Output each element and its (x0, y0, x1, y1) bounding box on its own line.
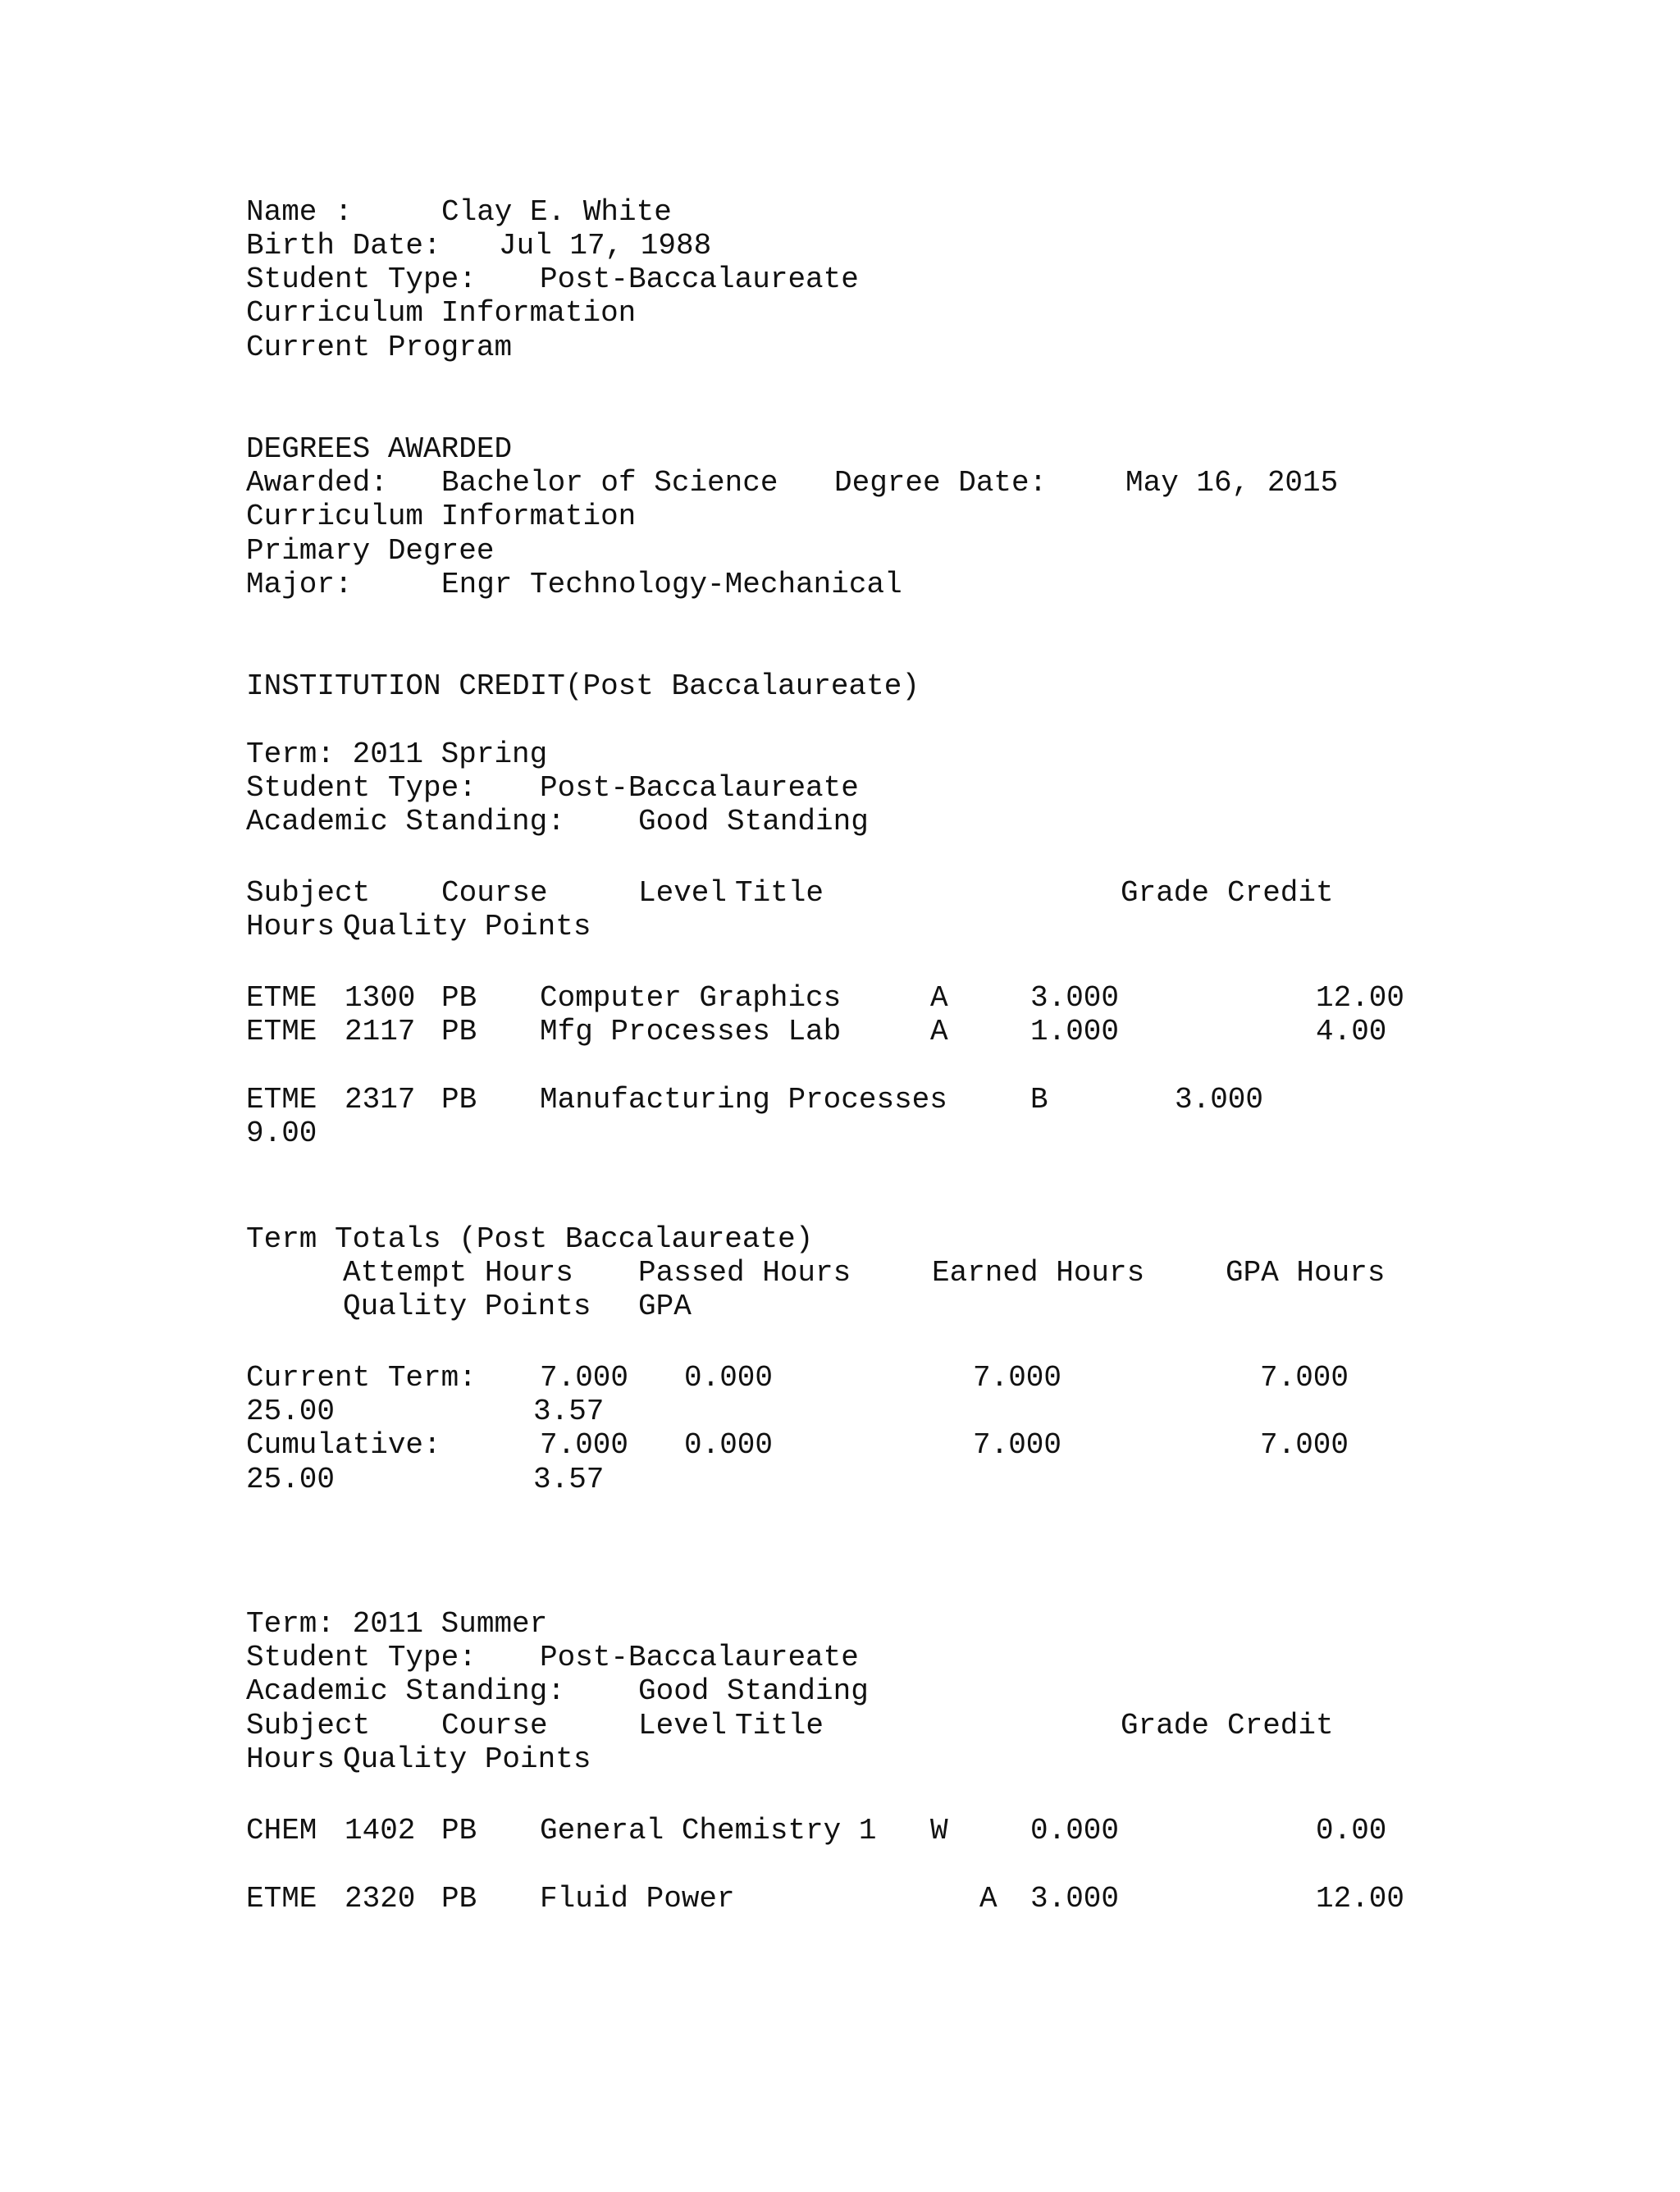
name-row (246, 195, 672, 230)
course-grade: B (1030, 1083, 1048, 1117)
term1-column-headers-2 (246, 910, 591, 944)
course-quality-points: 4.00 (1316, 1015, 1387, 1048)
course-credit: 0.000 (1030, 1814, 1120, 1847)
course-grade: W (930, 1814, 948, 1847)
awarded-row (246, 466, 1339, 500)
col-earned-hours: Earned Hours (932, 1256, 1145, 1290)
degree-date-value: May 16, 2015 (1125, 466, 1339, 500)
course-number: 2320 (345, 1882, 416, 1916)
term1-student-type-label: Student Type: (246, 771, 477, 805)
current-term-row (246, 1361, 1349, 1395)
major-value: Engr Technology-Mechanical (441, 568, 902, 601)
primary-degree: Primary Degree (246, 534, 495, 568)
student-type-label: Student Type: (246, 263, 477, 296)
table-row (246, 1814, 1387, 1848)
term-totals-heading: Term Totals (Post Baccalaureate) (246, 1222, 814, 1256)
col-course: Course (441, 876, 548, 910)
term2-student-type-value: Post-Baccalaureate (540, 1641, 859, 1674)
course-title: Fluid Power (540, 1882, 735, 1916)
cumulative-passed-hours: 0.000 (684, 1428, 774, 1462)
col-course: Course (441, 1709, 548, 1742)
birth-date-row (246, 229, 712, 263)
term-spring-2011: Term: 2011 Spring (246, 738, 548, 771)
current-term-label: Current Term: (246, 1361, 477, 1395)
course-title: Mfg Processes Lab (540, 1015, 842, 1048)
col-hours: Hours (246, 1742, 336, 1776)
term2-student-type-label: Student Type: (246, 1641, 477, 1674)
course-number: 1300 (345, 981, 416, 1015)
col-credit: Credit (1227, 876, 1334, 910)
course-quality-points: 0.00 (1316, 1814, 1387, 1847)
course-subject: CHEM (246, 1814, 317, 1847)
col-subject: Subject (246, 876, 371, 910)
course-credit: 3.000 (1030, 981, 1120, 1015)
term1-student-type-value: Post-Baccalaureate (540, 771, 859, 805)
col-subject: Subject (246, 1709, 371, 1742)
course-grade: A (930, 981, 948, 1015)
col-title: Title (735, 876, 824, 910)
term2-standing-label: Academic Standing: (246, 1674, 565, 1708)
course-subject: ETME (246, 1015, 317, 1048)
awarded-value: Bachelor of Science (441, 466, 778, 500)
table-row (246, 981, 1405, 1016)
course-subject: ETME (246, 1882, 317, 1916)
col-attempt-hours: Attempt Hours (343, 1256, 573, 1290)
course-number: 1402 (345, 1814, 416, 1847)
cumulative-gpa-hours: 7.000 (1260, 1428, 1349, 1462)
term2-column-headers (246, 1709, 1334, 1743)
degree-date-label: Degree Date: (834, 466, 1048, 500)
course-grade: A (930, 1015, 948, 1048)
student-type-row (246, 263, 859, 297)
term2-student-type-row (246, 1641, 859, 1675)
course-level: PB (441, 981, 477, 1015)
current-passed-hours: 0.000 (684, 1361, 774, 1395)
term1-standing-row (246, 805, 869, 839)
course-subject: ETME (246, 981, 317, 1015)
course-level: PB (441, 1015, 477, 1048)
awarded-label: Awarded: (246, 466, 388, 500)
col-totals-quality-points: Quality Points (343, 1290, 591, 1323)
degree-curriculum-info: Curriculum Information (246, 500, 637, 533)
course-grade: A (979, 1882, 998, 1916)
term1-student-type-row (246, 771, 859, 806)
cumulative-row-2 (246, 1463, 605, 1497)
degrees-heading: DEGREES AWARDED (246, 432, 513, 466)
col-title: Title (735, 1709, 824, 1742)
current-earned-hours: 7.000 (973, 1361, 1062, 1395)
col-passed-hours: Passed Hours (638, 1256, 851, 1290)
course-credit: 1.000 (1030, 1015, 1120, 1048)
term1-standing-label: Academic Standing: (246, 805, 565, 838)
term-summer-2011: Term: 2011 Summer (246, 1607, 548, 1641)
col-level: Level (638, 876, 728, 910)
term2-standing-value: Good Standing (638, 1674, 869, 1708)
major-row (246, 568, 902, 602)
institution-credit-heading: INSTITUTION CREDIT(Post Baccalaureate) (246, 669, 920, 703)
current-program: Current Program (246, 331, 513, 364)
term2-standing-row (246, 1674, 869, 1709)
table-row (246, 1083, 1264, 1117)
current-quality-points: 25.00 (246, 1395, 336, 1428)
current-gpa: 3.57 (533, 1395, 605, 1428)
course-title: General Chemistry 1 (540, 1814, 877, 1847)
table-row (246, 1882, 1405, 1916)
col-grade: Grade (1121, 1709, 1210, 1742)
term2-column-headers-2 (246, 1742, 591, 1777)
current-gpa-hours: 7.000 (1260, 1361, 1349, 1395)
course-level: PB (441, 1882, 477, 1916)
course-credit: 3.000 (1030, 1882, 1120, 1916)
course-quality-points: 12.00 (1316, 981, 1405, 1015)
name-value: Clay E. White (441, 195, 672, 229)
course-quality-points-wrapped: 9.00 (246, 1117, 317, 1150)
totals-column-headers (246, 1256, 1386, 1290)
course-number: 2317 (345, 1083, 416, 1117)
student-type-value: Post-Baccalaureate (540, 263, 859, 296)
course-title: Computer Graphics (540, 981, 842, 1015)
name-label: Name : (246, 195, 353, 229)
table-row (246, 1015, 1387, 1049)
col-gpa: GPA (638, 1290, 692, 1323)
term1-column-headers (246, 876, 1334, 911)
col-level: Level (638, 1709, 728, 1742)
course-level: PB (441, 1083, 477, 1117)
cumulative-attempt-hours: 7.000 (540, 1428, 629, 1462)
major-label: Major: (246, 568, 353, 601)
course-subject: ETME (246, 1083, 317, 1117)
cumulative-gpa: 3.57 (533, 1463, 605, 1496)
curriculum-info: Curriculum Information (246, 296, 637, 330)
course-level: PB (441, 1814, 477, 1847)
birth-date-value: Jul 17, 1988 (499, 229, 712, 263)
col-hours: Hours (246, 910, 336, 943)
totals-column-headers-2 (246, 1290, 692, 1324)
cumulative-row (246, 1428, 1349, 1463)
current-term-row-2 (246, 1395, 605, 1429)
col-grade: Grade (1121, 876, 1210, 910)
col-credit: Credit (1227, 1709, 1334, 1742)
col-quality-points: Quality Points (343, 910, 591, 943)
course-number: 2117 (345, 1015, 416, 1048)
birth-date-label: Birth Date: (246, 229, 441, 263)
col-quality-points: Quality Points (343, 1742, 591, 1776)
course-credit: 3.000 (1175, 1083, 1264, 1117)
cumulative-quality-points: 25.00 (246, 1463, 336, 1496)
cumulative-earned-hours: 7.000 (973, 1428, 1062, 1462)
cumulative-label: Cumulative: (246, 1428, 441, 1462)
course-title: Manufacturing Processes (540, 1083, 947, 1117)
col-gpa-hours: GPA Hours (1226, 1256, 1386, 1290)
term1-standing-value: Good Standing (638, 805, 869, 838)
current-attempt-hours: 7.000 (540, 1361, 629, 1395)
course-quality-points: 12.00 (1316, 1882, 1405, 1916)
